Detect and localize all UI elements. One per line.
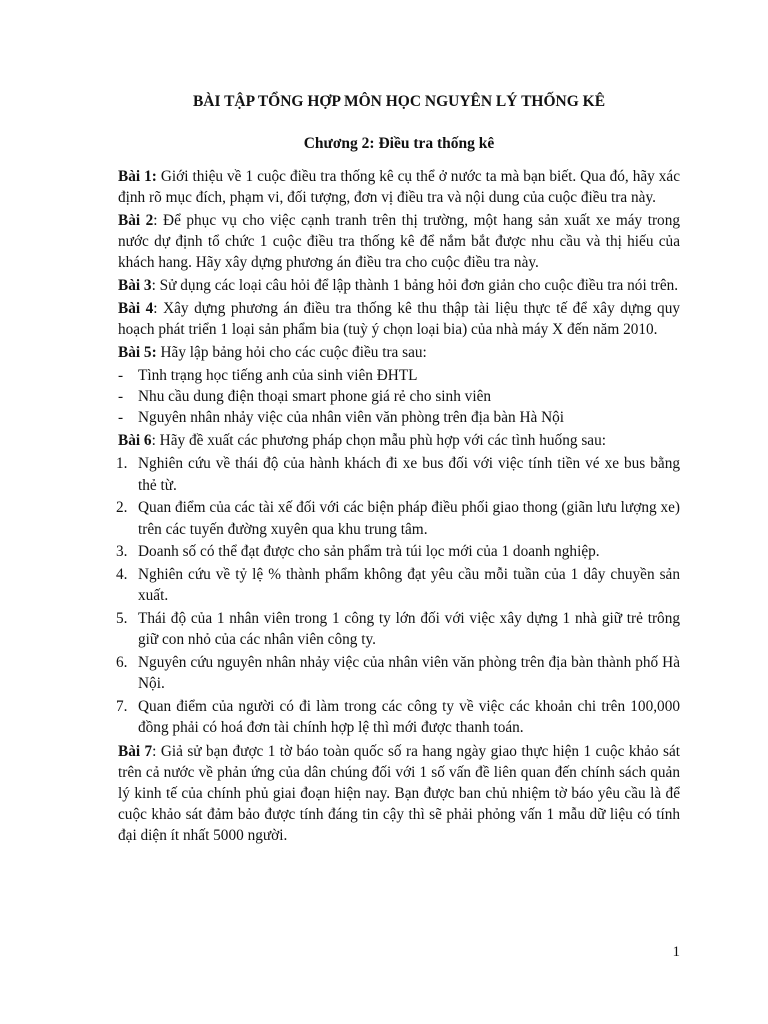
list-item-text: Nhu cầu dung điện thoại smart phone giá rẻ cho sinh viên (138, 388, 492, 405)
exercise-7 (118, 741, 680, 846)
exercise-label: Bài 4 (118, 300, 154, 317)
item-number: 4. (116, 565, 128, 583)
item-number: 1. (116, 455, 128, 472)
exercise-6 (118, 430, 680, 451)
list-item-text: Nghiên cứu về thái độ của hành khách đi xe bus đối với việc tính tiền vé xe bus bằng thẻ từ. (138, 455, 680, 494)
exercise-label: Bài 3 (118, 277, 152, 294)
list-item (118, 696, 680, 739)
exercise-label: Bài 1: (118, 168, 157, 185)
exercise-5-list (118, 365, 680, 428)
list-item-text: Quan điểm của các tài xế đối với các biện pháp điều phối giao thong (giãn lưu lượng xe) trên các tuyến đường xuyên qua khu trung tâm. (138, 499, 680, 538)
list-item-text: Thái độ của 1 nhân viên trong 1 công ty lớn đối với việc xây dựng 1 nhà giữ trẻ trông giữ con nhỏ của các nhân viên công ty. (138, 609, 680, 648)
dash-marker: - (118, 367, 124, 384)
list-item (118, 541, 680, 563)
list-item (118, 386, 680, 407)
exercise-4 (118, 298, 680, 340)
list-item (118, 407, 680, 428)
chapter-heading: Chương 2: Điều tra thống kê (303, 135, 495, 152)
list-item (118, 608, 680, 651)
exercise-3 (118, 275, 680, 296)
list-item-text: Nguyên nhân nhảy việc của nhân viên văn phòng trên địa bàn Hà Nội (138, 409, 565, 426)
list-item-text: Tình trạng học tiếng anh của sinh viên ĐHTL (138, 367, 418, 384)
document-title: BÀI TẬP TỔNG HỢP MÔN HỌC NGUYÊN LÝ THỐNG KÊ (192, 93, 606, 110)
item-number: 2. (116, 499, 128, 516)
exercise-6-list (118, 453, 680, 739)
list-item-text: Doanh số có thể đạt được cho sản phẩm trà túi lọc mới của 1 doanh nghiệp. (138, 543, 600, 560)
page-number: 1 (672, 944, 680, 960)
list-item (118, 453, 680, 496)
item-number: 5. (116, 609, 128, 627)
list-item-text: Nguyên cứu nguyên nhân nhảy việc của nhân viên văn phòng trên địa bàn thành phố Hà Nội. (138, 653, 680, 692)
item-number: 7. (116, 697, 128, 715)
exercise-text: Giới thiệu về 1 cuộc điều tra thống kê cụ thể ở nước ta mà bạn biết. Qua đó, hãy xác định rõ mục đích, phạm vi, đối tượng, đơn vị điều tra và nội dung của cuộc điều tra này. (118, 168, 681, 206)
list-item-text: Nghiên cứu về tỷ lệ % thành phẩm không đạt yêu cầu mỗi tuần của 1 dây chuyền sản xuất. (138, 565, 680, 604)
list-item (118, 365, 680, 386)
exercise-1 (118, 166, 680, 208)
list-item-text: Quan điểm của người có đi làm trong các công ty về việc các khoản chi trên 100,000 đồng phải có hoá đơn tài chính hợp lệ thì mới được thanh toán. (138, 697, 680, 736)
exercise-5 (118, 342, 680, 363)
exercise-text: Hãy lập bảng hỏi cho các cuộc điều tra sau: (156, 344, 427, 361)
dash-marker: - (118, 388, 124, 405)
exercise-text: : Để phục vụ cho việc cạnh tranh trên thị trường, một hang sản xuất xe máy trong nước dự định tổ chức 1 cuộc điều tra thống kê để nắm bắt được nhu cầu và thị hiếu của khách hang. Hãy xây dựng phương án điều tra cho cuộc điều tra này. (118, 212, 680, 271)
item-number: 3. (116, 543, 128, 560)
exercise-text: : Xây dựng phương án điều tra thống kê thu thập tài liệu thực tế để xây dựng quy hoạch phát triển 1 loại sản phẩm bia (tuỳ ý chọn loại bia) của nhà máy X đến năm 2010. (118, 300, 680, 338)
dash-marker: - (118, 409, 124, 426)
exercise-2 (118, 210, 680, 273)
list-item (118, 564, 680, 607)
exercise-text: : Giả sử bạn được 1 tờ báo toàn quốc số ra hang ngày giao thực hiện 1 cuộc khảo sát trên cả nước về phản ứng của dân chúng đối với 1 số vấn đề liên quan đến chính sách quản lý kinh tế của chính phủ giai đoạn hiện nay. Bạn được ban chủ nhiệm tờ báo yêu cầu là để cuộc khảo sát đảm bảo được tính đáng tin cậy thì sẽ phải phỏng vấn 1 mẫu dữ liệu có tính đại diện ít nhất 5000 người. (118, 742, 680, 844)
list-item (118, 652, 680, 695)
exercise-label: Bài 6 (118, 432, 152, 449)
list-item (118, 497, 680, 540)
exercise-text: : Hãy đề xuất các phương pháp chọn mẫu phù hợp với các tình huống sau: (151, 432, 606, 449)
item-number: 6. (116, 653, 128, 671)
exercise-label: Bài 2 (118, 212, 154, 229)
exercise-label: Bài 5: (118, 344, 157, 361)
exercise-label: Bài 7 (118, 742, 153, 760)
exercise-text: : Sử dụng các loại câu hỏi để lập thành 1 bảng hỏi đơn giản cho cuộc điều tra nói trên. (151, 277, 679, 294)
